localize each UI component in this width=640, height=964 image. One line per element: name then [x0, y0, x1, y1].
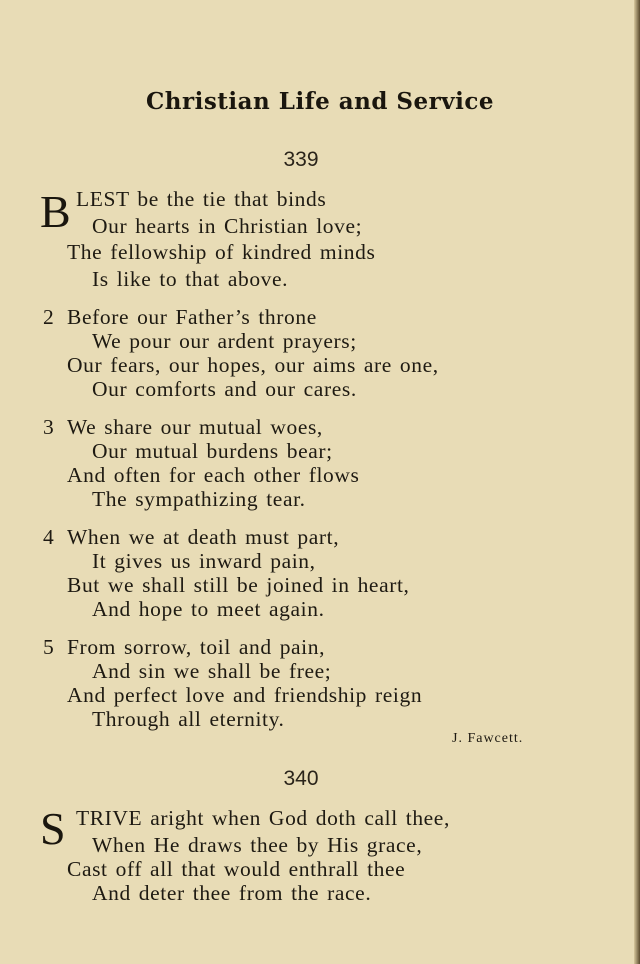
stanza-line: But we shall still be joined in heart, [67, 573, 410, 597]
stanza-line: TRIVE aright when God doth call thee, [76, 806, 450, 830]
stanza-line: Our mutual burdens bear; [92, 439, 333, 463]
hymn-number-340: 340 [283, 767, 319, 790]
stanza-line: Before our Father’s throne [67, 305, 317, 329]
stanza-line: We pour our ardent prayers; [92, 329, 357, 353]
stanza-line: LEST be the tie that binds [76, 187, 327, 211]
page-header: Christian Life and Service [145, 88, 495, 115]
stanza-line: Our comforts and our cares. [92, 377, 357, 401]
stanza-line: It gives us inward pain, [92, 549, 316, 573]
stanza-line: From sorrow, toil and pain, [67, 635, 326, 659]
stanza-number: 4 [43, 525, 54, 549]
dropcap: B [40, 186, 71, 237]
stanza-line: Our hearts in Christian love; [92, 214, 363, 238]
stanza-line: And perfect love and friendship reign [67, 683, 423, 707]
stanza-number: 3 [43, 415, 54, 439]
stanza-line: Cast off all that would enthrall thee [67, 857, 406, 881]
page-edge [634, 0, 640, 964]
stanza-number: 2 [43, 305, 54, 329]
stanza-line: And often for each other flows [67, 463, 360, 487]
stanza-line: Through all eternity. [92, 707, 285, 731]
dropcap: S [40, 803, 66, 854]
stanza-number: 5 [43, 635, 54, 659]
hymn-number-339: 339 [283, 148, 319, 171]
stanza-line: Our fears, our hopes, our aims are one, [67, 353, 439, 377]
author-attribution: J. Fawcett. [452, 731, 524, 746]
stanza-line: When we at death must part, [67, 525, 340, 549]
stanza-line: The sympathizing tear. [92, 487, 306, 511]
stanza-line: And hope to meet again. [92, 597, 325, 621]
stanza-line: And deter thee from the race. [92, 881, 372, 905]
stanza-line: Is like to that above. [92, 267, 289, 291]
stanza-line: When He draws thee by His grace, [92, 833, 423, 857]
stanza-line: And sin we shall be free; [92, 659, 332, 683]
stanza-line: We share our mutual woes, [67, 415, 323, 439]
stanza-line: The fellowship of kindred minds [67, 240, 376, 264]
